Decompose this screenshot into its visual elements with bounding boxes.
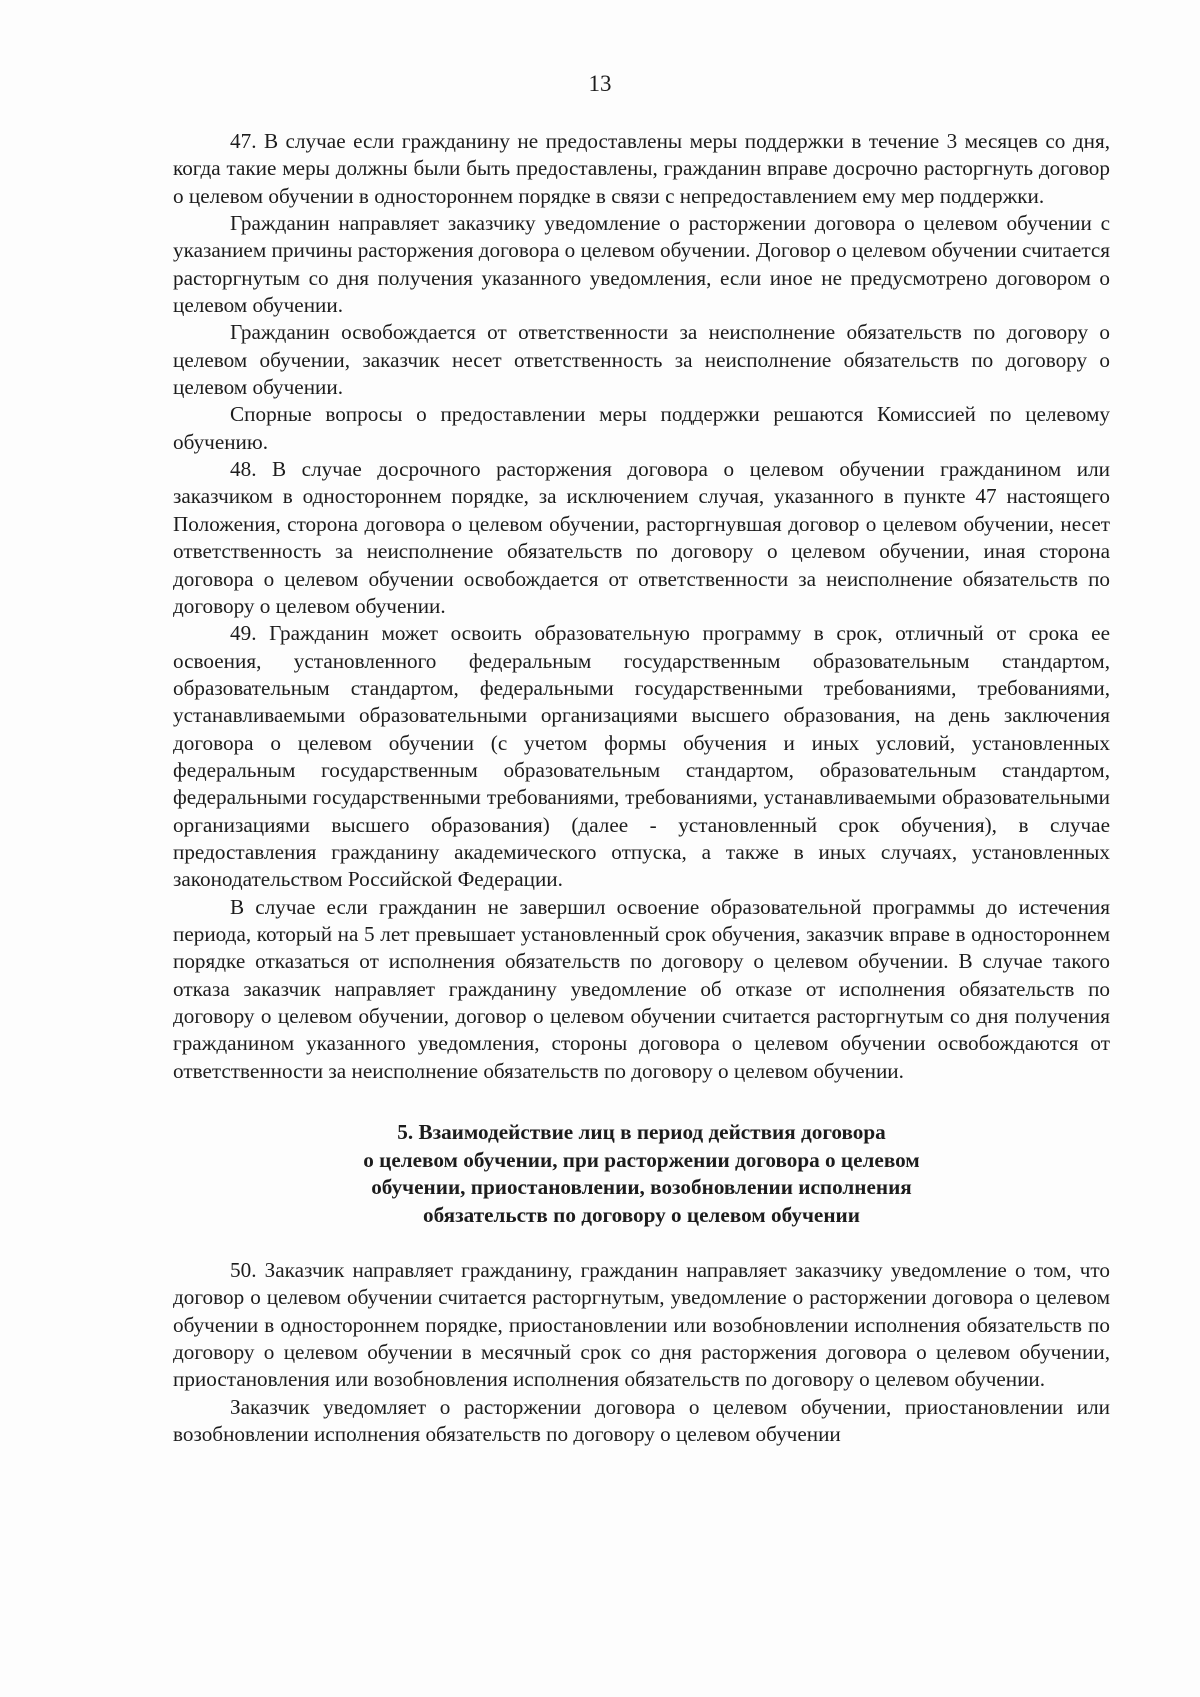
paragraph-47-notice: Гражданин направляет заказчику уведомление о расторжении договора о целевом обучении с указанием причины расторжения договора о целевом обучении. Договор о целевом обучении считается расторгнутым со дня получения указанного уведомления, если иное не предусмотрено договором о целевом обучении.: [173, 211, 1110, 318]
paragraph-49: 49. Гражданин может освоить образовательную программу в срок, отличный от срока ее освоения, установленного федеральным государственным образовательным стандартом, образовательным стандартом, федеральными государственными требованиями, требованиями, устанавливаемыми образовательными организациями высшего образования, на день заключения договора о целевом обучении (с учетом формы обучения и иных условий, установленных федеральным государственным образовательным стандартом, образовательным стандартом, федеральными государственными требованиями, требованиями, устанавливаемыми образовательными организациями высшего образования) (далее - установленный срок обучения), в случае предоставления гражданину академического отпуска, а также в иных случаях, установленных законодательством Российской Федерации.: [173, 621, 1110, 892]
section-heading-line: 5. Взаимодействие лиц в период действия договора: [397, 1120, 886, 1145]
section-heading-line: обучении, приостановлении, возобновлении исполнения: [371, 1175, 912, 1200]
paragraph-50-customer-notice: Заказчик уведомляет о расторжении договора о целевом обучении, приостановлении или возобновлении исполнения обязательств по договору о целевом обучении: [173, 1394, 1110, 1447]
paragraph-47: 47. В случае если гражданину не предоставлены меры поддержки в течение 3 месяцев со дня, когда такие меры должны были быть предоставлены, гражданин вправе досрочно расторгнуть договор о целевом обучении в одностороннем порядке в связи с непредоставлением ему мер поддержки.: [173, 129, 1110, 208]
paragraph-49-refusal: В случае если гражданин не завершил освоение образовательной программы до истечения периода, который на 5 лет превышает установленный срок обучения, заказчик вправе в одностороннем порядке отказаться от исполнения обязательств по договору о целевом обучении. В случае такого отказа заказчик направляет гражданину уведомление об отказе от исполнения обязательств по договору о целевом обучении, договор о целевом обучении считается расторгнутым со дня получения гражданином указанного уведомления, стороны договора о целевом обучении освобождаются от ответственности за неисполнение обязательств по договору о целевом обучении.: [173, 894, 1110, 1083]
paragraph-47-liability: Гражданин освобождается от ответственности за неисполнение обязательств по договору о целевом обучении, заказчик несет ответственность за неисполнение обязательств по договору о целевом обучении.: [173, 320, 1110, 400]
document-body: [173, 128, 1110, 1448]
section-heading: [173, 1119, 1110, 1229]
paragraph-48: 48. В случае досрочного расторжения договора о целевом обучении гражданином или заказчиком в одностороннем порядке, за исключением случая, указанного в пункте 47 настоящего Положения, сторона договора о целевом обучении, расторгнувшая договор о целевом обучении, несет ответственность за неисполнение обязательств по договору о целевом обучении, иная сторона договора о целевом обучении освобождается от ответственности за неисполнение обязательств по договору о целевом обучении.: [173, 457, 1110, 618]
section-heading-line: обязательств по договору о целевом обучении: [423, 1202, 860, 1227]
paragraph-47-disputes: Спорные вопросы о предоставлении меры поддержки решаются Комиссией по целевому обучению.: [173, 402, 1110, 454]
page-number: 13: [588, 71, 612, 96]
paragraph-50: 50. Заказчик направляет гражданину, гражданин направляет заказчику уведомление о том, что договор о целевом обучении считается расторгнутым, уведомление о расторжении договора о целевом обучении в одностороннем порядке, приостановлении или возобновлении исполнения обязательств по договору о целевом обучении в месячный срок со дня расторжения договора о целевом обучении, приостановления или возобновления исполнения обязательств по договору о целевом обучении.: [173, 1258, 1110, 1392]
section-heading-line: о целевом обучении, при расторжении договора о целевом: [363, 1147, 920, 1172]
